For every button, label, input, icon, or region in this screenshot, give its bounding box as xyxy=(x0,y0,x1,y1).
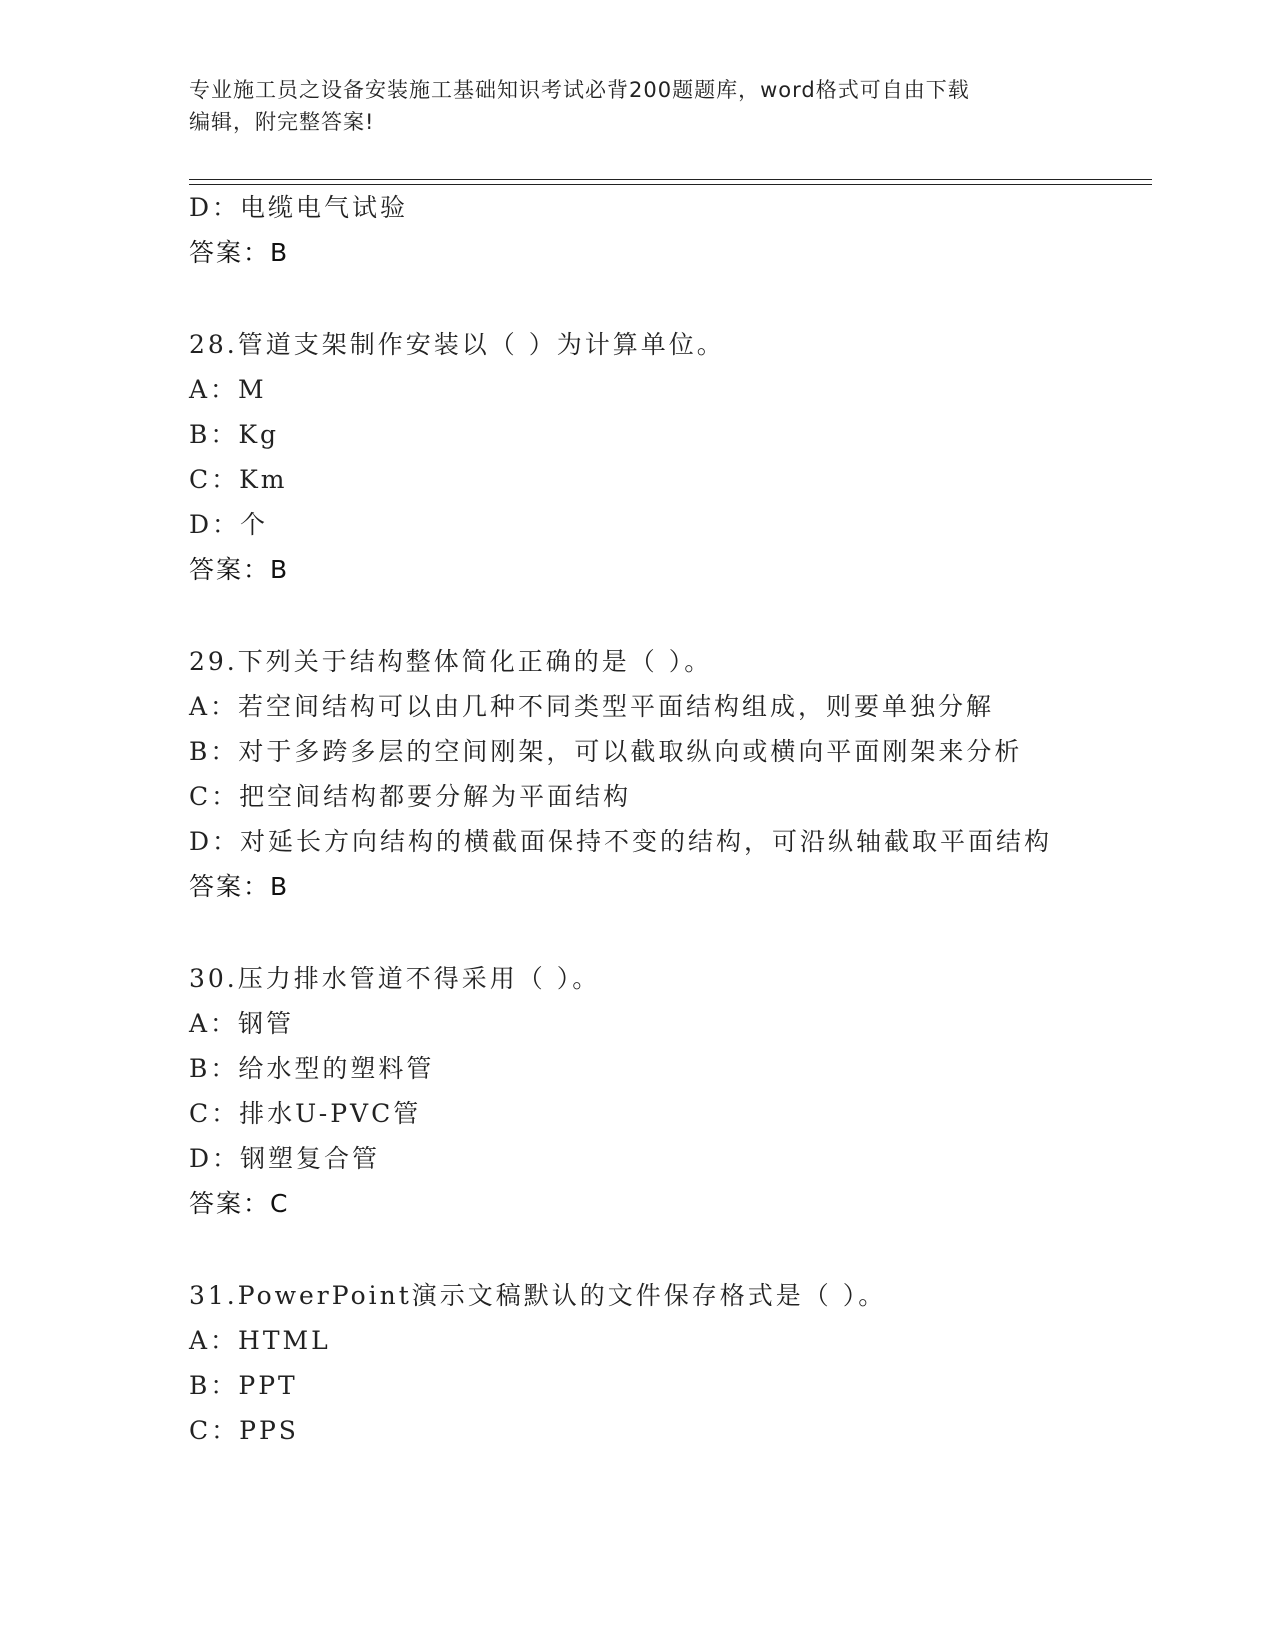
q30-option-c: C：排水U-PVC管 xyxy=(189,1099,422,1128)
q27-option-d: D：电缆电气试验 xyxy=(189,193,409,222)
q29-option-b: B：对于多跨多层的空间刚架，可以截取纵向或横向平面刚架来分析 xyxy=(189,737,1023,766)
q30-answer: 答案：C xyxy=(189,1189,290,1218)
header-divider-bottom xyxy=(189,184,1152,185)
header-divider-top xyxy=(189,179,1152,180)
q29-answer: 答案：B xyxy=(189,872,290,901)
q28-question: 28.管道支架制作安装以（ ）为计算单位。 xyxy=(189,330,725,359)
header-title-line-1: 专业施工员之设备安装施工基础知识考试必背200题题库，word格式可自由下载 xyxy=(189,78,970,102)
q29-option-d: D：对延长方向结构的横截面保持不变的结构，可沿纵轴截取平面结构 xyxy=(189,827,1053,856)
q31-option-b: B：PPT xyxy=(189,1371,298,1400)
q29-question: 29.下列关于结构整体简化正确的是（ ）。 xyxy=(189,647,713,676)
q29-option-c: C：把空间结构都要分解为平面结构 xyxy=(189,782,632,811)
q30-option-d: D：钢塑复合管 xyxy=(189,1144,381,1173)
q31-option-a: A：HTML xyxy=(189,1326,331,1355)
header-title-line-2: 编辑，附完整答案! xyxy=(189,110,375,134)
q31-option-c: C：PPS xyxy=(189,1416,299,1445)
q27-answer: 答案：B xyxy=(189,238,290,267)
document-header xyxy=(189,74,1069,138)
q30-option-b: B：给水型的塑料管 xyxy=(189,1054,435,1083)
q28-option-a: A：M xyxy=(189,375,267,404)
q30-option-a: A：钢管 xyxy=(189,1009,295,1038)
q30-question: 30.压力排水管道不得采用（ ）。 xyxy=(189,964,601,993)
q28-option-b: B：Kg xyxy=(189,420,280,449)
q28-option-d: D：个 xyxy=(189,510,269,539)
q29-option-a: A：若空间结构可以由几种不同类型平面结构组成，则要单独分解 xyxy=(189,692,995,721)
q28-option-c: C：Km xyxy=(189,465,288,494)
q31-question: 31.PowerPoint演示文稿默认的文件保存格式是（ ）。 xyxy=(189,1281,887,1310)
q28-answer: 答案：B xyxy=(189,555,290,584)
